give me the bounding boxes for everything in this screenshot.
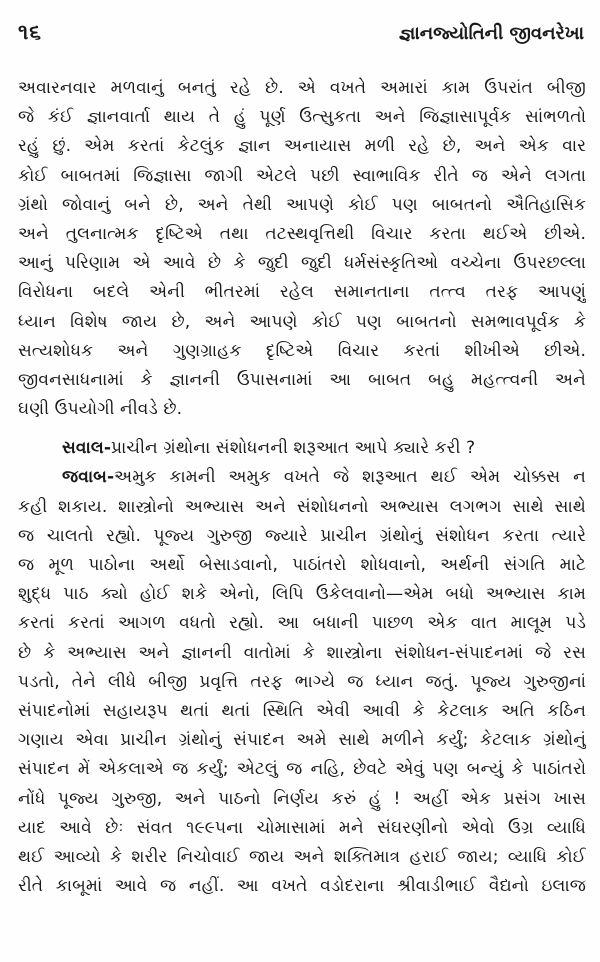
paragraph <box>18 74 586 424</box>
text-line: કોઈ બાબતમાં જિજ્ઞાસા જાગી એટલે પછી સ્વાભાવિક રીતે જ એને લગતા <box>18 165 586 186</box>
question-text: પ્રાચીન ગ્રંથોના સંશોધનની શરૂઆત આપે ક્યારે કરી ? <box>110 438 476 459</box>
question <box>18 434 586 463</box>
page-number: ૧૬ <box>18 20 43 44</box>
answer-first-text: અમુક કામની અમુક વખતે જે શરૂઆત થઈ એમ ચોક્કસ ન <box>114 467 586 488</box>
text-line: સંપાદનોમાં સહાયરૂપ થતાં થતાં સ્થિતિ એવી આવી કે કેટલાક અતિ કઠિન <box>18 700 586 721</box>
question-label: સવાલ- <box>62 438 111 459</box>
text-line: આનું પરિણામ એ આવે છે કે જુદી જુદી ધર્મસંસ્કૃતિઓ વચ્ચેના ઉપરછલ્લા <box>18 253 586 274</box>
text-line: યાદ આવે છેઃ સંવત ૧૯૯૫ના ચોમાસામાં મને સંઘરણીનો એવો ઉગ્ર વ્યાધિ <box>18 817 586 838</box>
question-line <box>18 434 586 463</box>
running-title: જ્ઞાનજ્યોતિની જીવનરેખા <box>398 23 584 44</box>
text-line: જ ચાલતો રહ્યો. પૂજ્ય ગુરુજી જ્યારે પ્રાચીન ગ્રંથોનું સંશોધન કરતા ત્યારે <box>18 525 586 546</box>
text-line: રીતે કાબૂમાં આવે જ નહીં. આ વખતે વડોદરાના શ્રીવાડીભાઈ વૈદ્યનો ઇલાજ <box>18 876 586 897</box>
answer <box>18 463 586 901</box>
text-line: નોંધે પૂજ્ય ગુરુજી, અને પાઠનો નિર્ણય કરું હું ! અહીં એક પ્રસંગ ખાસ <box>18 788 586 809</box>
text-line: ગણાય એવા પ્રાચીન ગ્રંથોનું સંપાદન અમે સાથે મળીને કર્યું; કેટલાક ગ્રંથોનું <box>18 730 586 751</box>
text-line: કહી શકાય. શાસ્ત્રોનો અભ્યાસ અને સંશોધનનો અભ્યાસ લગભગ સાથે સાથે <box>18 496 586 517</box>
text-line: કરતાં કરતાં આગળ વધતો રહ્યો. આ બધાની પાછળ એક વાત માલૂમ પડે <box>18 613 586 634</box>
text-line: છે કે અભ્યાસ અને જ્ઞાનની વાતોમાં કે શાસ્ત્રોના સંશોધન-સંપાદનમાં જે રસ <box>18 642 586 663</box>
page-header <box>18 20 584 46</box>
answer-first-line <box>18 463 586 492</box>
text-line: જીવનસાધનામાં કે જ્ઞાનની ઉપાસનામાં આ બાબત બહુ મહત્ત્વની અને <box>18 369 586 390</box>
text-line: જ મૂળ પાઠોના અર્થો બેસાડવાનો, પાઠાંતરો શોધવાનો, અર્થની સંગતિ માટે <box>18 555 586 575</box>
text-line: અને તુલનાત્મક દૃષ્ટિએ તથા તટસ્થવૃત્તિથી વિચાર કરતા થઈએ છીએ. <box>18 223 586 244</box>
text-line: વિરોધના બદલે એની ભીતરમાં રહેલ સમાનતાના તત્ત્વ તરફ આપણું <box>18 282 586 303</box>
text-line: સત્યશોધક અને ગુણગ્રાહક દૃષ્ટિએ વિચાર કરતાં શીખીએ છીએ. <box>18 340 586 361</box>
text-line: થઈ આવ્યો કે શરીર નિચોવાઈ જાય અને શક્તિમાત્ર હરાઈ જાય; વ્યાધિ કોઈ <box>18 846 586 867</box>
section-gap <box>18 424 586 434</box>
body-text <box>18 74 586 901</box>
text-line: શુદ્ધ પાઠ ક્યો હોઈ શકે એનો, લિપિ ઉકેલવાનો—એમ બધો અભ્યાસ કામ <box>18 584 586 605</box>
text-line: ધ્યાન વિશેષ જાય છે, અને આપણે કોઈ પણ બાબતનો સમભાવપૂર્વક કે <box>18 311 586 332</box>
text-line: અવારનવાર મળવાનું બનતું રહે છે. એ વખતે અમારાં કામ ઉપરાંત બીજી <box>18 78 586 98</box>
answer-label: જવાબ- <box>62 467 115 488</box>
text-line: ઘણી ઉપયોગી નીવડે છે. <box>18 399 183 420</box>
text-line: રહું છું. એમ કરતાં કેટલુંક જ્ઞાન અનાયાસ મળી રહે છે, અને એક વાર <box>18 136 586 157</box>
text-line: ગ્રંથો જોવાનું બને છે, અને તેથી આપણે કોઈ પણ બાબતનો ઐતિહાસિક <box>18 194 586 215</box>
text-line: સંપાદન મેં એકલાએ જ કર્યું; એટલું જ નહિ, છેવટે એવું પણ બન્યું કે પાઠાંતરો <box>18 759 586 780</box>
text-line: જે કંઈ જ્ઞાનવાર્તા થાય તે હું પૂર્ણ ઉત્સુકતા અને જિજ્ઞાસાપૂર્વક સાંભળતો <box>18 107 586 128</box>
text-line: પડતો, તેને લીધે બીજી પ્રવૃત્તિ તરફ ભાગ્યે જ ધ્યાન જતું. પૂજ્ય ગુરુજીનાં <box>18 671 586 692</box>
